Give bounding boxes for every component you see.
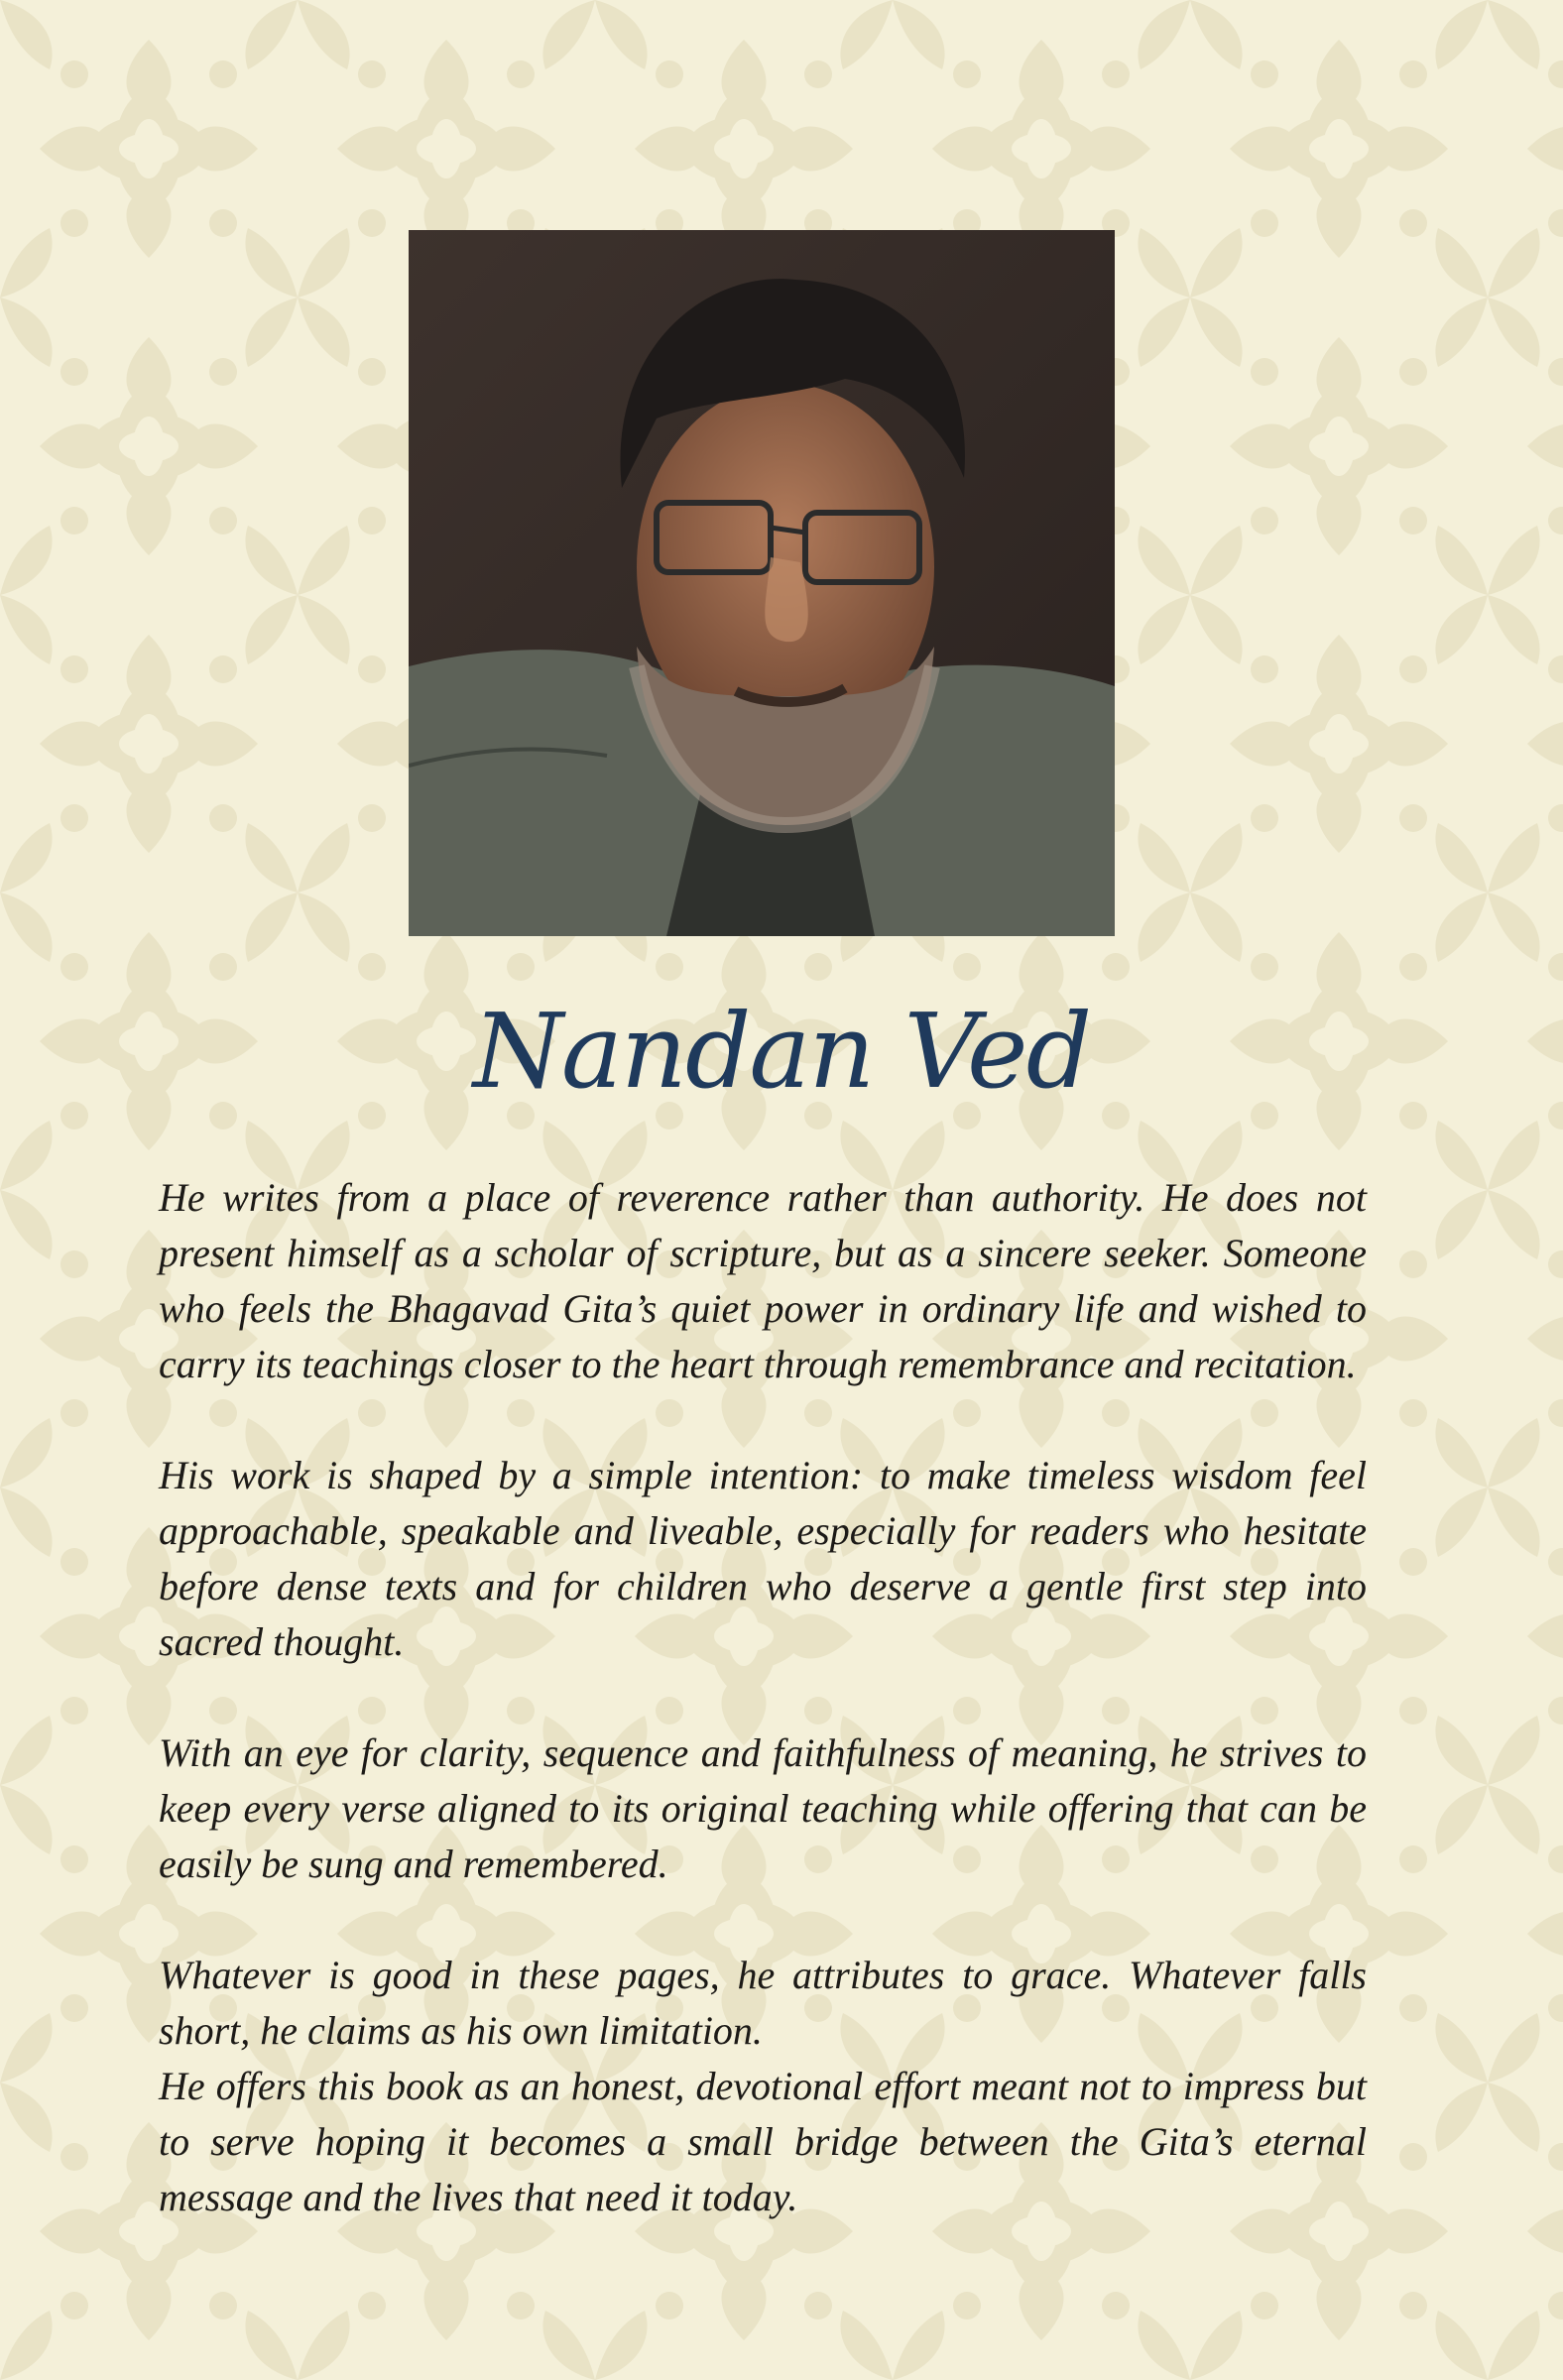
bio-paragraph: He offers this book as an honest, devotional effort meant not to impress but to serve hoping it becomes a small bridge between the Gita’s eternal message and the lives that need it today.	[159, 2064, 1367, 2219]
author-bio	[159, 1170, 1367, 2225]
bio-paragraph: He writes from a place of reverence rather than authority. He does not present himself as a scholar of scripture, but as a sincere seeker. Someone who feels the Bhagavad Gita’s quiet power in ordinary life and wished to carry its teachings closer to the heart through remembrance and recitation.	[159, 1175, 1367, 1386]
author-name: Nandan Ved	[472, 991, 1091, 1112]
author-photo	[409, 230, 1115, 936]
bio-paragraph: Whatever is good in these pages, he attributes to grace. Whatever falls short, he claims as his own limitation.	[159, 1953, 1367, 2053]
bio-paragraph: With an eye for clarity, sequence and faithfulness of meaning, he strives to keep every verse aligned to its original teaching while offering that can be easily be sung and remembered.	[159, 1730, 1367, 1886]
bio-paragraph: His work is shaped by a simple intention: to make timeless wisdom feel approachable, speakable and liveable, especially for readers who hesitate before dense texts and for children who deserve a gentle first step into sacred thought.	[159, 1453, 1367, 1664]
portrait-image	[409, 230, 1115, 936]
